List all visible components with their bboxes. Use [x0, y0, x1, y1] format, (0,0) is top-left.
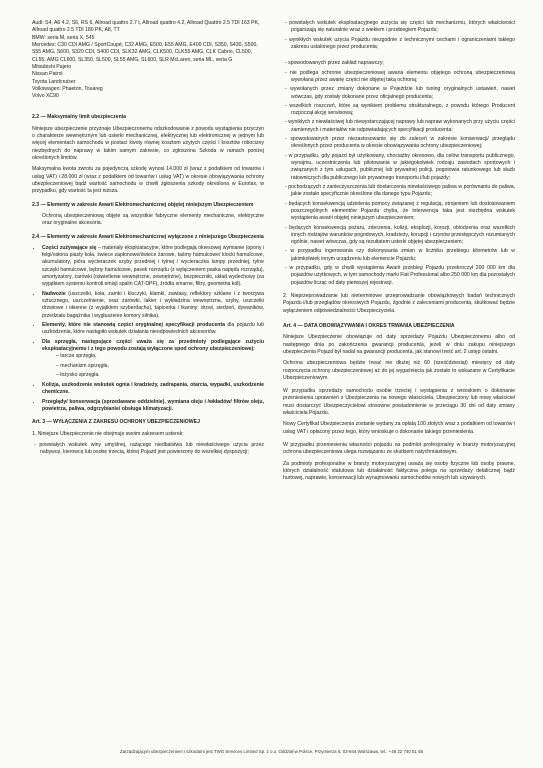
car-list-item: Nissan Patrol [32, 71, 63, 78]
exclusion-item [42, 245, 264, 289]
dash-list-item: - w przypadku, gdy w chwili wystąpienia Awarii przebieg Pojazdu przekroczył 200 000 km dla pojazdów użytkowych, w tym samochody marki Fiat Professional albo 250 000 km dla pozostałych pojazdów licząc od daty pierwszej rejestracji. [283, 265, 515, 287]
dash-list-item: - w przypadku, gdy pojazd był użytkowany, chociażby okresowo, dla celów transportu publicznego, wynajmu, uczestniczenia lub pilotowania w jakiegokolwiek rodzaju zawodach sportowych i związanych z tym usługach, publicznej lub prywatnej policji, pogotowia ratunkowego lub służb ratowniczych dla publicznego lub prywatnego transportu i/lub pojazdy; [283, 153, 515, 182]
page-footer: Zarządzającym ubezpieczeniem i szkodami jest TWG Services Limited Sp. z o.o. Oddział w Polsce, Przymierza 6, 03-944 Warszawa, tel.: +48 22 740 51 65 [120, 749, 423, 754]
clutch-part: – mechanizm sprzęgła, [56, 363, 264, 370]
car-list-item: Volvo XC90 [32, 93, 59, 100]
dash-list-item: - powstałych wskutek winy umyślnej, rażącego niedbalstwa lub niewłaściwego użycia przez nabywcę, kierowcę lub osobę trzecią, której Pojazd jest powierzony do wszelkiej dyspozycji; [32, 442, 264, 457]
exclusion-item [42, 399, 264, 414]
car-list-item: Volkswagen: Phaeton, Touareg [32, 85, 103, 92]
article-4-paragraph-1: Niniejsze Ubezpieczenie obowiązuje od daty sprzedaży Pojazdu Ubezpieczonemu albo od następnego dnia po zakończeniu gwarancji producenta, jeżeli w dniu zakupu niniejszego ubezpieczenia Pojazd był nadal na gwarancji producenta, jak stanowi treść art. 2 ustęp ostatni. [283, 334, 515, 355]
article-4-paragraph-6: Za podmioty profesjonalne w branży motoryzacyjnej uważa się osoby fizyczne lub osoby prawne, których działalność statutowa lub działalność faktyczna polega na sprzedaży detalicznej bądź hurtowej, naprawie, konserwacji lub wynajmowaniu samochodów nowych lub używanych. [283, 460, 515, 482]
car-list-item: BMW: seria M, seria X, 545 [32, 34, 95, 41]
clutch-parts-list [42, 353, 264, 379]
car-list-item: Toyota Landcruiser [32, 78, 76, 85]
left-column [32, 20, 264, 460]
exclusion-item-title: Dla sprzęgła, następujące części uważa się za przedmioty podlegające zużyciu eksploatacyjnemu i z tego powodu zostają wyłączone spod ochrony ubezpieczeniowej: [42, 338, 264, 352]
dash-list-item: - wynikłych z niewłaściwej lub niewystarczającej naprawy lub napraw wykonanych przy użyciu części zamiennych i materiałów nie odpowiadających specyfikacji producenta; [283, 119, 515, 134]
exclusion-item-title: Nadwozie [42, 290, 66, 297]
right-column [283, 20, 515, 487]
dash-list-item: - spowodowanych przez zakład naprawczy; [283, 60, 515, 67]
dash-list-item: - nie podlega ochronie ubezpieczeniowej awaria elementu objętego ochroną ubezpieczeniową wywołana przez awarię części nie objętej taką ochroną; [283, 70, 515, 85]
section-2-2-paragraph-2: Maksymalna kwota zwrotu za pojedynczą szkodę wynosi 14.000 zł (wraz z podatkiem od towarów i usług VAT) i 28.000 zł (wraz z podatkiem od towarów i usług VAT) w okresie obowiązywania ochrony ubezpieczeniowej bądź wartość samochodu w chwili zgłoszenia szkody określona w Eurotax, w przypadku, gdy wartość ta jest niższa. [32, 166, 264, 195]
exclusion-item-title: Elementy, które nie stanowią części oryginalnej specyfikacji producenta [42, 321, 225, 328]
dash-list-item: - będących konsekwencją pożaru, zderzenia, kolizji, eksplozji, korozji, oblodzenia oraz wszelkich innych rodzajów warunków pogodowych, kradzieży, korupcji i czynów przestępczych rozumianych ogólnie, nawet wówczas, gdy są rezultatem usterki objętej ubezpieczeniem; [283, 225, 515, 247]
article-3-paragraph-1: 1. Niniejsze Ubezpieczenie nie obejmuje swoim zakresem usterek: [32, 430, 184, 437]
exclusion-item [42, 322, 264, 337]
exclusion-item [42, 339, 264, 380]
exclusion-item [42, 382, 264, 397]
dash-list-item: - powstałych wskutek eksploatacyjnego zużycia się części lub mechanizmu, których właściwości pogarszają się naturalnie wraz z wiekiem i przebiegiem Pojazdu; [283, 20, 515, 35]
dash-list-item: - wynikłych wskutek użycia Pojazdu niezgodnie z technicznymi cechami i ograniczeniami takiego zakresu ustalonego przez producenta; [283, 37, 515, 52]
car-list-item: Mitsubishi Pajero [32, 63, 72, 70]
article-4-paragraph-2: Ochrona ubezpieczeniowa będzie trwać nie dłużej niż 60 (sześćdziesiąt) miesięcy od daty rozpoczęcia ochrony ubezpieczeniowej aż do jej wygaśnięcia jak zostało to wskazane w Certyfikacie Ubezpieczeniowym. [283, 360, 515, 381]
exclusion-item-text: (uszczelki, koła, zamki i kluczyki, klamki, zawiasy, reflektory szklane i z tworzywa sztucznego, uszczelnienie, oraz żarówki, lakier i wykładzina wewnętrzna, szyby, uszczelki drzwiowe i okienne (z wyjątkiem szyberdachu), tapicerka i tkaniny: drzwi, siedzeń, dywaników, przedziału bagażnika i wygłuszenie komory silnika). [42, 290, 264, 319]
article-4-heading: Art. 4 — DATA OBOWIĄZYWANIA I OKRES TRWANIA UBEZPIECZENIA [283, 322, 455, 329]
exclusions-list [32, 245, 264, 414]
exclusion-item-title: Kolizja, uszkodzenie wskutek ognia i kradzieży, zadrapania, otarcia, wypadki, uszkodzenie chemiczne. [42, 382, 264, 396]
article-3-heading: Art. 3 — WYŁĄCZENIA Z ZAKRESU OCHRONY UBEZPIECZENIOWEJ [32, 419, 200, 426]
article-3-dash-list [32, 442, 264, 457]
dash-list-item: - w przypadku ingerowania czy dokonywania zmian w liczniku przebiegu kilometrów lub w jakimkolwiek innym urządzeniu lub elemencie Pojazdu; [283, 248, 515, 263]
article-3-paragraph-2: 2. Nieprzeprowadzanie lub nieterminowe przeprowadzanie obowiązkowych badań technicznych Pojazdu i/lub przeglądów okresowych Pojazdu, zgodnie z zaleceniami producenta, skutkować będzie wyłączeniem odpowiedzialności Ubezpieczyciela. [283, 293, 515, 314]
article-4-paragraph-3: W przypadku sprzedaży samochodu osobie trzeciej i wystąpienia z wnioskiem o dokonanie przeniesienia uprawnień z Ubezpieczenia na nowego właściciela, Ubezpieczony lub nowy właściciel musi dostarczyć Ubezpieczycielowi stosowne powiadomienie w przeciągu 30 dni od daty zmiany właściciela Pojazdu. [283, 388, 515, 417]
article-4-paragraph-4: Nowy Certyfikat Ubezpieczenia zostanie wydany za opłatą 100 złotych wraz z podatkiem od towarów i usług VAT i opłacony przez tego, który wnioskuje o dokonanie takiego przeniesienia. [283, 421, 516, 435]
exclusion-item-title: Części zużywające się [42, 244, 97, 251]
section-2-3-paragraph: Ochroną ubezpieczeniową objęte są wszystkie fabryczne elementy mechaniczne, elektryczne oraz oryginalne akcesoria. [42, 212, 264, 227]
exclusions-dash-list [283, 60, 515, 287]
exclusion-item [42, 291, 264, 320]
clutch-part: – łożysko sprzęgła. [56, 372, 264, 379]
clutch-part: – tarcza sprzęgła, [56, 353, 264, 360]
article-4-paragraph-5: W przypadku przeniesienia własności pojazdu na podmiot profesjonalny w branży motoryzacyjnej ochrona ubezpieczeniowa ulega rozwiązaniu ze skutkiem natychmiastowym. [283, 442, 515, 456]
section-2-2-paragraph-1: Niniejsze ubezpieczenie przyznaje Ubezpieczonemu odszkodowanie z powodu wystąpienia przyczyn o charakterze wewnętrznym lub usterki mechanicznej, elektrycznej lub elektronicznej w jednym lub więcej elementach samochodu w postaci kwoty równej kosztom użytych części i kosztów robocizny niezbędnych do naprawy w takim samym zakresie, co zgłoszona Szkoda w ramach poniżej określonych limitów. [32, 125, 264, 161]
exclusion-item-text: – materiały eksploatacyjne, które podlegają okresowej wymianie (opony i felgi/osłona piasty koła, świece zapłonowe/świece żarowe, taśmy hamulcowe/ klocki hamulcowe, akumulatory, pióra wycieraczek szyby przedniej i tylnej / wycieraczka lampy przedniej, tylne szczęki hamulcowe, bębny hamulcowe, pasek rozrządu (z wyłączeniem paska napędu rozrządu), amortyzatory, żarówki (oświetlenie wewnętrzne, zewnętrzne), bezpieczniki, układ wydechowy (za wyjątkiem systemu kontroli emisji spalin CAT-DPF), źródła smarne, filtry, geometria kół). [42, 244, 265, 288]
car-list-item: Audi: S4, A6 4.2, S6, RS 6, Allroad quattro 2.7 t, Allroad quattro 4.2, Allroad Quattro 2.5 TDI 163 PK, Allroad quattro 2.5 TDI 180 PK, A8, TT [32, 20, 260, 34]
dash-list-item: - spowodowanych przez niezastosowanie się do zaleceń w zakresie konserwacji/ przeglądu określonych przez producenta w okresie obowiązywania ochrony ubezpieczeniowej; [283, 136, 515, 151]
dash-list-item: - pochodzących z zanieczyszczenia lub dostarczenia niewłaściwego paliwa w porównaniu do paliwa, jakie zostało specyficznie określone dla danego typu Pojazdu; [283, 184, 515, 199]
car-list-item: Mercedes: C30 CDI AMG / SportCoupé, C32 AMG, E500, E55 AMG, E400 CDI, S350, S430, S500, S55 AMG, S600, S320 CDI, S400 CDI, SLK32 AMG, CLK500, CLK55 AMG, CLK Cabrio, CL500, CL55, AMG CL600, SL350, SL500, SL55 AMG, SL600, SLR McLaren, seria ML, seria G [32, 41, 258, 63]
exclusion-item-title: Przeglądy/ konserwacja (sprzedawane oddzielnie), wymiana oleju i /wkładów/ filtrów oleju, powietrza, paliwa, odgrzybianie/ obsługa klimatyzacji. [42, 398, 264, 413]
section-2-4-heading: 2.4 — Elementy w zakresie Awarii Elektromechanicznej wyłączone z niniejszego Ubezpieczenia [32, 233, 264, 240]
dash-list-item: - będących konsekwencją udzielenia pomocy związanej z regulacją, strojeniem lub dostosowaniem poszczególnych elementów Pojazdu chyba, że interwencja taka jest niezbędna wskutek wystąpienia awarii objętej niniejszym ubezpieczeniem; [283, 201, 515, 223]
exclusions-dash-list-top [283, 20, 515, 51]
dash-list-item: - wszelkich roszczeń, które są wynikiem problemu strukturalnego, z powodu którego Producent rozpoczął akcję serwisową; [283, 103, 515, 118]
car-list [32, 20, 264, 100]
section-2-3-heading: 2.3 — Elementy w zakresie Awarii Elektromechanicznej objętej niniejszym Ubezpieczeniem [32, 201, 254, 208]
exclusion-item-text: dla pojazdu lub uszkodzenia, które nastąpiło wskutek działania nieodpowiednich akcesoriów. [42, 321, 265, 336]
dash-list-item: - wywołanych przez zmiany dokonane w Pojeździe lub tuning oryginalnych ustawień, nawet wówczas, gdy zostały dokonane przez oficjalnego producenta; [283, 86, 515, 101]
section-2-2-heading: 2.2 — Maksymalny limit ubezpieczenia [32, 114, 126, 121]
